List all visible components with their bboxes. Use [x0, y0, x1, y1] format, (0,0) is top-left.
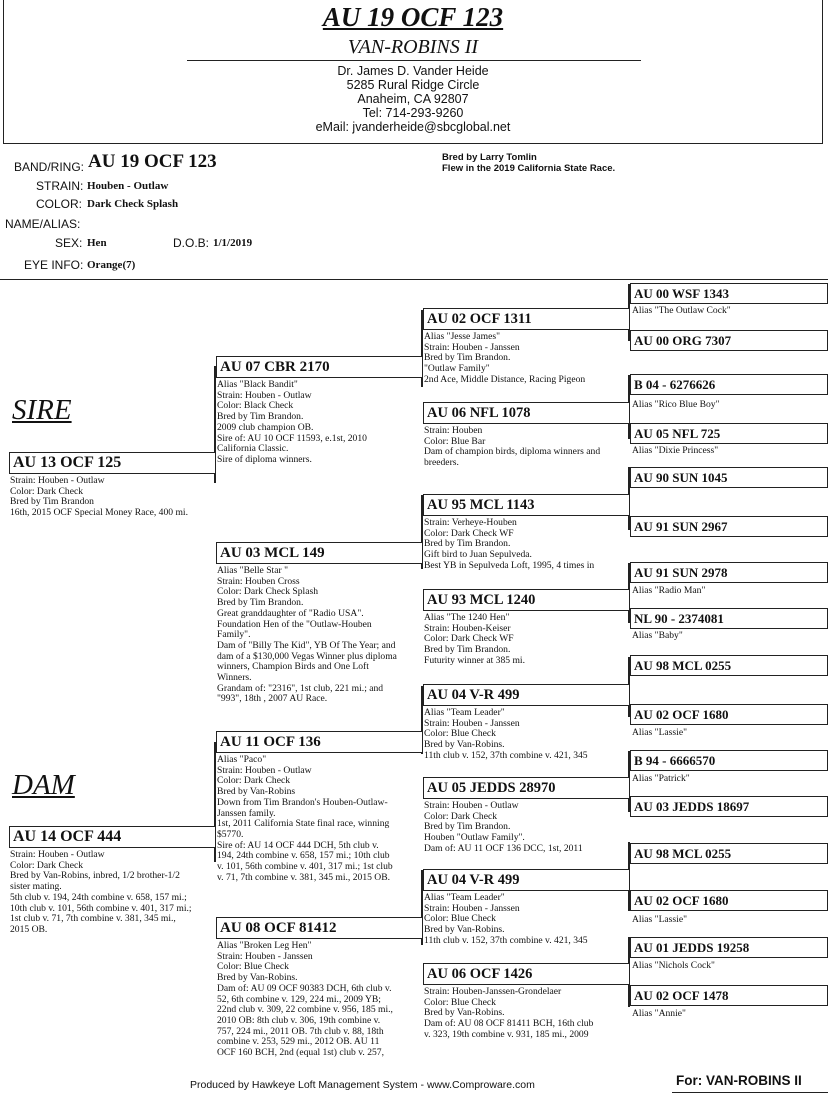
dob-value: 1/1/2019 — [213, 237, 253, 249]
dsd-box[interactable]: AU 05 JEDDS 28970 — [423, 777, 630, 799]
footer-for-label: For: VAN-ROBINS II — [676, 1073, 802, 1088]
gen4-alias-8: Alias "Baby" — [632, 630, 683, 641]
sire-box[interactable]: AU 13 OCF 125 — [9, 452, 216, 474]
dds-box[interactable]: AU 04 V-R 499 — [423, 869, 630, 891]
sire-heading: SIRE — [12, 394, 72, 426]
gen4-box-11[interactable]: B 94 - 6666570 — [630, 750, 828, 771]
dss-box[interactable]: AU 04 V-R 499 — [423, 684, 630, 706]
header-name: VAN-ROBINS II — [347, 36, 479, 58]
gen4-alias-14: Alias "Lassie" — [632, 914, 687, 925]
ss-notes: Alias "Black Bandit" Strain: Houben - Outlaw Color: Black Check Bred by Tim Brandon. 2009 club champion OB. Sire of: AU 10 OCF 11593, e.1st, 2010 California Classic. Sire of diploma winners. — [217, 379, 367, 465]
gen4-box-8[interactable]: NL 90 - 2374081 — [630, 608, 828, 629]
gen4-alias-15: Alias "Nichols Cock" — [632, 960, 715, 971]
sex-label: SEX: — [55, 236, 83, 250]
sd-box[interactable]: AU 03 MCL 149 — [216, 542, 423, 564]
sd-notes: Alias "Belle Star " Strain: Houben Cross Color: Dark Check Splash Bred by Tim Brandon. Great granddaughter of "Radio USA". Foundation Hen of the "Outlaw-Houben Family". Dam of "Billy The Kid", YB Of The Year; and dam of a $130,000 Vegas Winner plus diploma winners, Champion Birds and One Loft Winners. Grandam of: "2316", 1st club, 221 mi.; and "993", 18th , 2007 AU Race. — [217, 565, 397, 705]
ds-box[interactable]: AU 11 OCF 136 — [216, 731, 423, 753]
sex-value: Hen — [87, 237, 107, 249]
dam-notes: Strain: Houben - Outlaw Color: Dark Check Bred by Van-Robins, inbred, 1/2 brother-1/2 sister mating. 5th club v. 194, 24th combine v. 658, 157 mi.; 10th club v. 101, 56th combine v. 401, 317 mi.; 1st club v. 71, 7th combine v. 381, 345 mi., 2015 OB. — [10, 849, 192, 935]
color-label: COLOR: — [36, 197, 83, 211]
dob-label: D.O.B: — [173, 236, 210, 250]
band-value: AU 19 OCF 123 — [88, 151, 217, 172]
gen4-box-14[interactable]: AU 02 OCF 1680 — [630, 890, 828, 911]
owner-city: Anaheim, CA 92807 — [357, 92, 469, 106]
header-divider — [187, 60, 641, 61]
gen4-alias-4: Alias "Dixie Princess" — [632, 445, 719, 456]
header-band: AU 19 OCF 123 — [322, 2, 504, 32]
dds-notes: Alias "Team Leader" Strain: Houben - Janssen Color: Blue Check Bred by Van-Robins. 11th club v. 152, 37th combine v. 421, 345 — [424, 892, 588, 946]
ss-box[interactable]: AU 07 CBR 2170 — [216, 356, 423, 378]
gen4-box-12[interactable]: AU 03 JEDDS 18697 — [630, 796, 828, 817]
gen4-box-1[interactable]: AU 00 WSF 1343 — [630, 283, 828, 304]
gen4-box-9[interactable]: AU 98 MCL 0255 — [630, 655, 828, 676]
ds-notes: Alias "Paco" Strain: Houben - Outlaw Color: Dark Check Bred by Van-Robins Down from Tim Brandon's Houben-Outlaw- Janssen family. 1st, 2011 California State final race, winning $5770. Sire of: AU 14 OCF 444 DCH, 5th club v. 194, 24th combine v. 658, 157 mi.; 10th club v. 101, 56th combine v. 401, 317 mi.; 1st club v. 71, 7th combine v. 381, 345 mi., 2015 OB. — [217, 754, 393, 883]
sds-notes: Strain: Verheye-Houben Color: Dark Check WF Bred by Tim Brandon. Gift bird to Juan Sepulveda. Best YB in Sepulveda Loft, 1995, 4 times in — [424, 517, 595, 571]
footer-produced-by: Produced by Hawkeye Loft Management System - www.Comproware.com — [190, 1079, 535, 1091]
ssd-box[interactable]: AU 06 NFL 1078 — [423, 402, 630, 424]
footer-underline — [672, 1092, 828, 1093]
sss-box[interactable]: AU 02 OCF 1311 — [423, 308, 630, 330]
gen4-box-2[interactable]: AU 00 ORG 7307 — [630, 330, 828, 351]
sdd-box[interactable]: AU 93 MCL 1240 — [423, 589, 630, 611]
owner-street: 5285 Rural Ridge Circle — [346, 78, 480, 92]
owner-name: Dr. James D. Vander Heide — [337, 64, 489, 78]
gen4-box-4[interactable]: AU 05 NFL 725 — [630, 423, 828, 444]
strain-value: Houben - Outlaw — [87, 180, 169, 192]
strain-label: STRAIN: — [36, 179, 84, 193]
gen4-alias-16: Alias "Annie" — [632, 1008, 686, 1019]
gen4-box-5[interactable]: AU 90 SUN 1045 — [630, 467, 828, 488]
gen4-box-3[interactable]: B 04 - 6276626 — [630, 374, 828, 395]
dss-notes: Alias "Team Leader" Strain: Houben - Janssen Color: Blue Check Bred by Van-Robins. 11th club v. 152, 37th combine v. 421, 345 — [424, 707, 588, 761]
bred-by-note: Bred by Larry Tomlin — [442, 152, 537, 163]
color-value: Dark Check Splash — [87, 198, 179, 210]
owner-address — [4, 64, 822, 134]
gen4-box-10[interactable]: AU 02 OCF 1680 — [630, 704, 828, 725]
ssd-notes: Strain: Houben Color: Blue Bar Dam of champion birds, diploma winners and breeders. — [424, 425, 601, 469]
flew-note: Flew in the 2019 California State Race. — [442, 163, 616, 174]
sire-notes: Strain: Houben - Outlaw Color: Dark Check Bred by Tim Brandon 16th, 2015 OCF Special Money Race, 400 mi. — [10, 475, 188, 519]
dd-notes: Alias "Broken Leg Hen" Strain: Houben - Janssen Color: Blue Check Bred by Van-Robins. Dam of: AU 09 OCF 90383 DCH, 6th club v. 52, 6th combine v. 129, 224 mi., 2009 YB; 22nd club v. 309, 22 combine v. 956, 185 mi., 2010 OB: 8th club v. 306, 19th combine v. 757, 224 mi., 2011 OB. 7th club v. 88, 18th combine v. 253, 529 mi., 2012 OB. AU 11 OCF 160 BCH, 2nd (equal 1st) club v. 257, — [217, 940, 393, 1059]
sds-box[interactable]: AU 95 MCL 1143 — [423, 494, 630, 516]
eye-value: Orange(7) — [87, 259, 136, 271]
gen4-alias-3: Alias "Rico Blue Boy" — [632, 399, 720, 410]
sss-notes: Alias "Jesse James" Strain: Houben - Janssen Bred by Tim Brandon. "Outlaw Family" 2nd Ace, Middle Distance, Racing Pigeon — [424, 331, 586, 385]
sdd-notes: Alias "The 1240 Hen" Strain: Houben-Keiser Color: Dark Check WF Bred by Tim Brandon. Futurity winner at 385 mi. — [424, 612, 525, 666]
gen4-box-7[interactable]: AU 91 SUN 2978 — [630, 562, 828, 583]
owner-phone: Tel: 714-293-9260 — [362, 106, 464, 120]
section-divider — [0, 279, 828, 280]
gen4-alias-1: Alias "The Outlaw Cock" — [632, 305, 731, 316]
gen4-box-13[interactable]: AU 98 MCL 0255 — [630, 843, 828, 864]
ddd-box[interactable]: AU 06 OCF 1426 — [423, 963, 630, 985]
band-label: BAND/RING: — [14, 160, 85, 174]
gen4-box-6[interactable]: AU 91 SUN 2967 — [630, 516, 828, 537]
dsd-notes: Strain: Houben - Outlaw Color: Dark Check Bred by Tim Brandon. Houben "Outlaw Family". Dam of: AU 11 OCF 136 DCC, 1st, 2011 — [424, 800, 583, 854]
ddd-notes: Strain: Houben-Janssen-Grondelaer Color: Blue Check Bred by Van-Robins. Dam of: AU 08 OCF 81411 BCH, 16th club v. 323, 19th combine v. 931, 185 mi., 2009 — [424, 986, 594, 1040]
dd-box[interactable]: AU 08 OCF 81412 — [216, 917, 423, 939]
gen4-alias-11: Alias "Patrick" — [632, 773, 690, 784]
owner-email[interactable]: eMail: jvanderheide@sbcglobal.net — [315, 120, 511, 134]
eye-label: EYE INFO: — [24, 258, 84, 272]
gen4-box-15[interactable]: AU 01 JEDDS 19258 — [630, 937, 828, 958]
alias-label: NAME/ALIAS: — [5, 217, 81, 231]
dam-heading: DAM — [12, 769, 75, 801]
header-box — [3, 0, 823, 144]
gen4-alias-10: Alias "Lassie" — [632, 727, 687, 738]
gen4-alias-7: Alias "Radio Man" — [632, 585, 706, 596]
dam-box[interactable]: AU 14 OCF 444 — [9, 826, 216, 848]
gen4-box-16[interactable]: AU 02 OCF 1478 — [630, 985, 828, 1006]
